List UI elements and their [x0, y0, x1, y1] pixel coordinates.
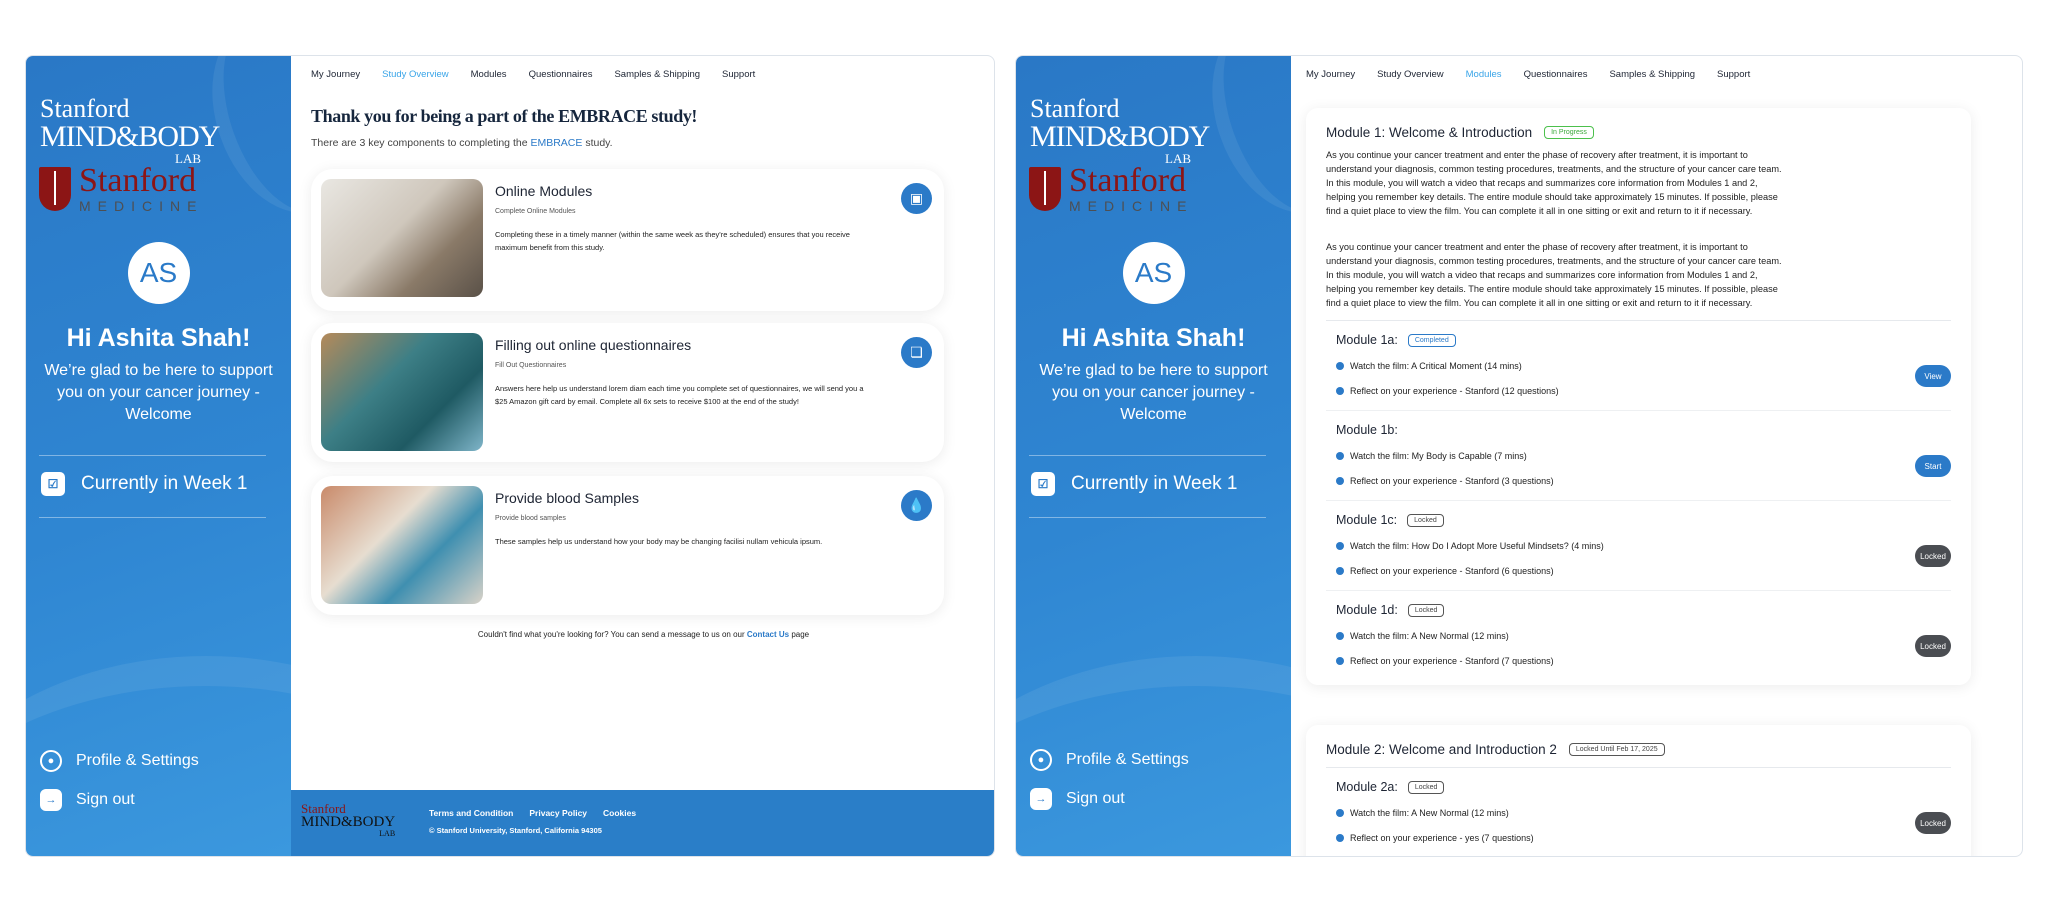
- sign-out-link[interactable]: [40, 789, 135, 811]
- card-title: Provide blood Samples: [495, 490, 639, 506]
- mind-body-lab-logo: [1030, 96, 1209, 165]
- submodule-1d: [1326, 591, 1951, 681]
- mind-body-lab-logo: [40, 96, 219, 165]
- divider: [39, 517, 266, 518]
- bullet-icon: [1336, 567, 1344, 575]
- profile-settings-link[interactable]: [40, 750, 199, 772]
- logo-line: MIND&BODY: [40, 120, 220, 153]
- bullet-icon: [1336, 657, 1344, 665]
- module-title: Module 2: Welcome and Introduction 2: [1326, 741, 1557, 757]
- checklist-icon: ☑: [1031, 472, 1055, 496]
- profile-settings-label: Profile & Settings: [1066, 751, 1189, 768]
- bullet-icon: [1336, 632, 1344, 640]
- greeting: Hi Ashita Shah!: [66, 324, 251, 352]
- main-content: [1291, 56, 2022, 856]
- component-card-blood-samples[interactable]: [311, 476, 944, 615]
- avatar[interactable]: AS: [128, 242, 190, 304]
- status-badge: Locked: [1408, 604, 1445, 617]
- logo-line: MIND&BODY: [1030, 120, 1210, 153]
- bullet-icon: [1336, 542, 1344, 550]
- calendar-icon[interactable]: ▣: [901, 183, 932, 214]
- modules-screen: [1015, 55, 2023, 857]
- logo-line: LAB: [1165, 151, 1191, 166]
- bullet-icon: [1336, 387, 1344, 395]
- contact-text: page: [789, 630, 810, 639]
- module-card: [1306, 725, 1971, 857]
- submodule-item: Watch the film: My Body is Capable (7 mins): [1350, 450, 1527, 461]
- status-badge: Completed: [1408, 334, 1456, 347]
- locked-button[interactable]: Locked: [1915, 545, 1951, 567]
- nav-samples-shipping[interactable]: Samples & Shipping: [1609, 69, 1696, 80]
- current-week-label: Currently in Week 1: [1071, 473, 1238, 494]
- start-button[interactable]: Start: [1915, 455, 1951, 477]
- status-badge: Locked: [1407, 514, 1444, 527]
- logo-line: Stanford: [1069, 162, 1187, 199]
- logo-line: LAB: [175, 151, 201, 166]
- card-title: Online Modules: [495, 183, 593, 199]
- bullet-icon: [1336, 809, 1344, 817]
- locked-button[interactable]: Locked: [1915, 635, 1951, 657]
- module-card: [1306, 108, 1971, 685]
- nav-support[interactable]: Support: [722, 69, 756, 80]
- subtitle-text: study.: [582, 137, 613, 149]
- nav-support[interactable]: Support: [1717, 69, 1751, 80]
- nav-my-journey[interactable]: My Journey: [1306, 69, 1356, 80]
- submodule-title: Module 1c:: [1336, 513, 1398, 527]
- stanford-medicine-logo: [39, 164, 203, 214]
- blood-drop-icon[interactable]: 💧: [901, 490, 932, 521]
- woman-laptop-image: [321, 179, 483, 297]
- submodule-1a: [1326, 321, 1951, 411]
- logo-line: MEDICINE: [79, 198, 204, 214]
- card-subtitle: Provide blood samples: [495, 515, 566, 522]
- questionnaire-image: [321, 333, 483, 451]
- profile-settings-label: Profile & Settings: [76, 752, 199, 769]
- nav-modules[interactable]: Modules: [470, 69, 507, 80]
- greeting: Hi Ashita Shah!: [1061, 324, 1246, 352]
- blood-sample-kit-image: [321, 486, 483, 604]
- bullet-icon: [1336, 834, 1344, 842]
- submodule-title: Module 1d:: [1336, 603, 1398, 617]
- welcome-message: We’re glad to be here to support you on your cancer journey - Welcome: [44, 362, 273, 423]
- stanford-medicine-logo: [1029, 164, 1193, 214]
- logo-line: MIND&BODY: [301, 814, 396, 830]
- submodule-item: Watch the film: A New Normal (12 mins): [1350, 630, 1509, 641]
- card-title: Filling out online questionnaires: [495, 337, 692, 353]
- status-badge: Locked Until Feb 17, 2025: [1569, 743, 1665, 756]
- component-card-questionnaires[interactable]: [311, 323, 944, 462]
- current-week-label: Currently in Week 1: [81, 473, 248, 494]
- card-description: These samples help us understand how your body may be changing facilisi nullam vehicula ipsum.: [495, 537, 823, 546]
- submodule-item: Reflect on your experience - yes (7 questions): [1350, 832, 1534, 843]
- submodule-title: Module 1b:: [1336, 423, 1398, 437]
- logo-line: LAB: [379, 829, 396, 838]
- submodule-item: Reflect on your experience - Stanford (6 questions): [1350, 565, 1554, 576]
- logo-line: Stanford: [301, 801, 346, 816]
- module-description: As you continue your cancer treatment and enter the phase of recovery after treatment, it is important to understand your diagnosis, common testing procedures, treatments, and the structure of your cancer care team. In this module, you will watch a video that recaps and summarizes core information from Modules 1 and 2, helping you remember key details. The entire module should take approximately 15 minutes. If possible, please find a quiet place to view the film. You can complete it all in one sitting or exit and return to it if necessary.: [1326, 242, 1782, 308]
- nav-study-overview[interactable]: Study Overview: [1377, 69, 1444, 80]
- page-title: Thank you for being a part of the EMBRACE study!: [311, 106, 698, 126]
- divider: [1029, 455, 1266, 456]
- bullet-icon: [1336, 477, 1344, 485]
- sidebar: [1016, 56, 1291, 856]
- divider: [39, 455, 266, 456]
- avatar[interactable]: AS: [1123, 242, 1185, 304]
- contact-us-link[interactable]: Contact Us: [746, 630, 790, 639]
- module-description: As you continue your cancer treatment and enter the phase of recovery after treatment, it is important to understand your diagnosis, common testing procedures, treatments, and the structure of your cancer care team. In this module, you will watch a video that recaps and summarizes core information from Modules 1 and 2, helping you remember key details. The entire module should take approximately 15 minutes. If possible, please find a quiet place to view the film. You can complete it all in one sitting or exit and return to it if necessary.: [1326, 150, 1782, 216]
- profile-icon: ●: [1030, 749, 1052, 771]
- nav-my-journey[interactable]: My Journey: [311, 69, 361, 80]
- submodule-item: Reflect on your experience - Stanford (12 questions): [1350, 385, 1559, 396]
- sidebar: [26, 56, 291, 856]
- subtitle-text: There are 3 key components to completing the: [311, 137, 531, 149]
- logo-line: Stanford: [40, 94, 130, 123]
- card-subtitle: Fill Out Questionnaires: [495, 362, 567, 369]
- shield-icon: [1029, 167, 1061, 211]
- logo-line: Stanford: [79, 162, 197, 199]
- submodule-1c: [1326, 501, 1951, 591]
- page-subtitle: [311, 137, 613, 149]
- status-badge: In Progress: [1544, 126, 1594, 139]
- profile-settings-link[interactable]: [1030, 749, 1189, 771]
- footer: [291, 790, 994, 856]
- submodule-title: Module 2a:: [1336, 780, 1398, 794]
- embrace-link[interactable]: EMBRACE: [530, 137, 583, 149]
- contact-note: [291, 630, 995, 639]
- bullet-icon: [1336, 362, 1344, 370]
- privacy-link[interactable]: Privacy Policy: [529, 808, 588, 818]
- checklist-icon: ☑: [41, 472, 65, 496]
- card-description: Answers here help us understand lorem diam each time you complete set of questionnaires, we will send you a $25 Amazon gift card by email. Complete all 6x sets to receive $100 at the end of the study!: [495, 384, 864, 406]
- sign-out-link[interactable]: [1030, 788, 1125, 810]
- current-week: [1031, 472, 1238, 496]
- submodule-2a: [1326, 768, 1951, 857]
- nav-questionnaires[interactable]: Questionnaires: [528, 69, 593, 80]
- submodule-title: Module 1a:: [1336, 333, 1398, 347]
- sign-out-label: Sign out: [76, 791, 135, 808]
- shield-icon: [39, 167, 71, 211]
- top-nav: [1306, 69, 1750, 80]
- questionnaire-icon[interactable]: ❏: [901, 337, 932, 368]
- current-week: [41, 472, 248, 496]
- nav-study-overview[interactable]: Study Overview: [382, 69, 449, 80]
- contact-text: Couldn't find what you're looking for? You can send a message to us on our: [477, 630, 747, 639]
- footer-logo: [301, 802, 395, 838]
- sign-out-label: Sign out: [1066, 790, 1125, 807]
- submodule-item: Watch the film: How Do I Adopt More Useful Mindsets? (4 mins): [1350, 540, 1604, 551]
- nav-samples-shipping[interactable]: Samples & Shipping: [614, 69, 701, 80]
- submodule-item: Reflect on your experience - Stanford (7 questions): [1350, 655, 1554, 666]
- submodule-1b: [1326, 411, 1951, 501]
- card-subtitle: Complete Online Modules: [495, 208, 576, 215]
- nav-questionnaires[interactable]: Questionnaires: [1523, 69, 1588, 80]
- terms-link[interactable]: Terms and Condition: [429, 808, 514, 818]
- cookies-link[interactable]: Cookies: [603, 808, 637, 818]
- submodule-item: Reflect on your experience - Stanford (3 questions): [1350, 475, 1554, 486]
- submodule-item: Watch the film: A New Normal (12 mins): [1350, 807, 1509, 818]
- card-description: Completing these in a timely manner (within the same week as they're scheduled) ensures that you receive maximum benefit from this study.: [495, 230, 850, 252]
- status-badge: Locked: [1408, 781, 1445, 794]
- welcome-message: We’re glad to be here to support you on your cancer journey - Welcome: [1039, 362, 1268, 423]
- main-content: [291, 56, 994, 856]
- copyright: © Stanford University, Stanford, California 94305: [429, 826, 602, 835]
- sign-out-icon: →: [40, 789, 62, 811]
- component-card-modules[interactable]: [311, 169, 944, 311]
- view-button[interactable]: View: [1915, 365, 1951, 387]
- logo-line: MEDICINE: [1069, 198, 1194, 214]
- nav-modules[interactable]: Modules: [1465, 69, 1502, 80]
- study-overview-screen: [25, 55, 995, 857]
- logo-line: Stanford: [1030, 94, 1120, 123]
- divider: [1029, 517, 1266, 518]
- sign-out-icon: →: [1030, 788, 1052, 810]
- submodule-item: Watch the film: A Critical Moment (14 mins): [1350, 360, 1522, 371]
- top-nav: [311, 69, 755, 80]
- profile-icon: ●: [40, 750, 62, 772]
- locked-button[interactable]: Locked: [1915, 812, 1951, 834]
- bullet-icon: [1336, 452, 1344, 460]
- module-title: Module 1: Welcome & Introduction: [1326, 124, 1533, 140]
